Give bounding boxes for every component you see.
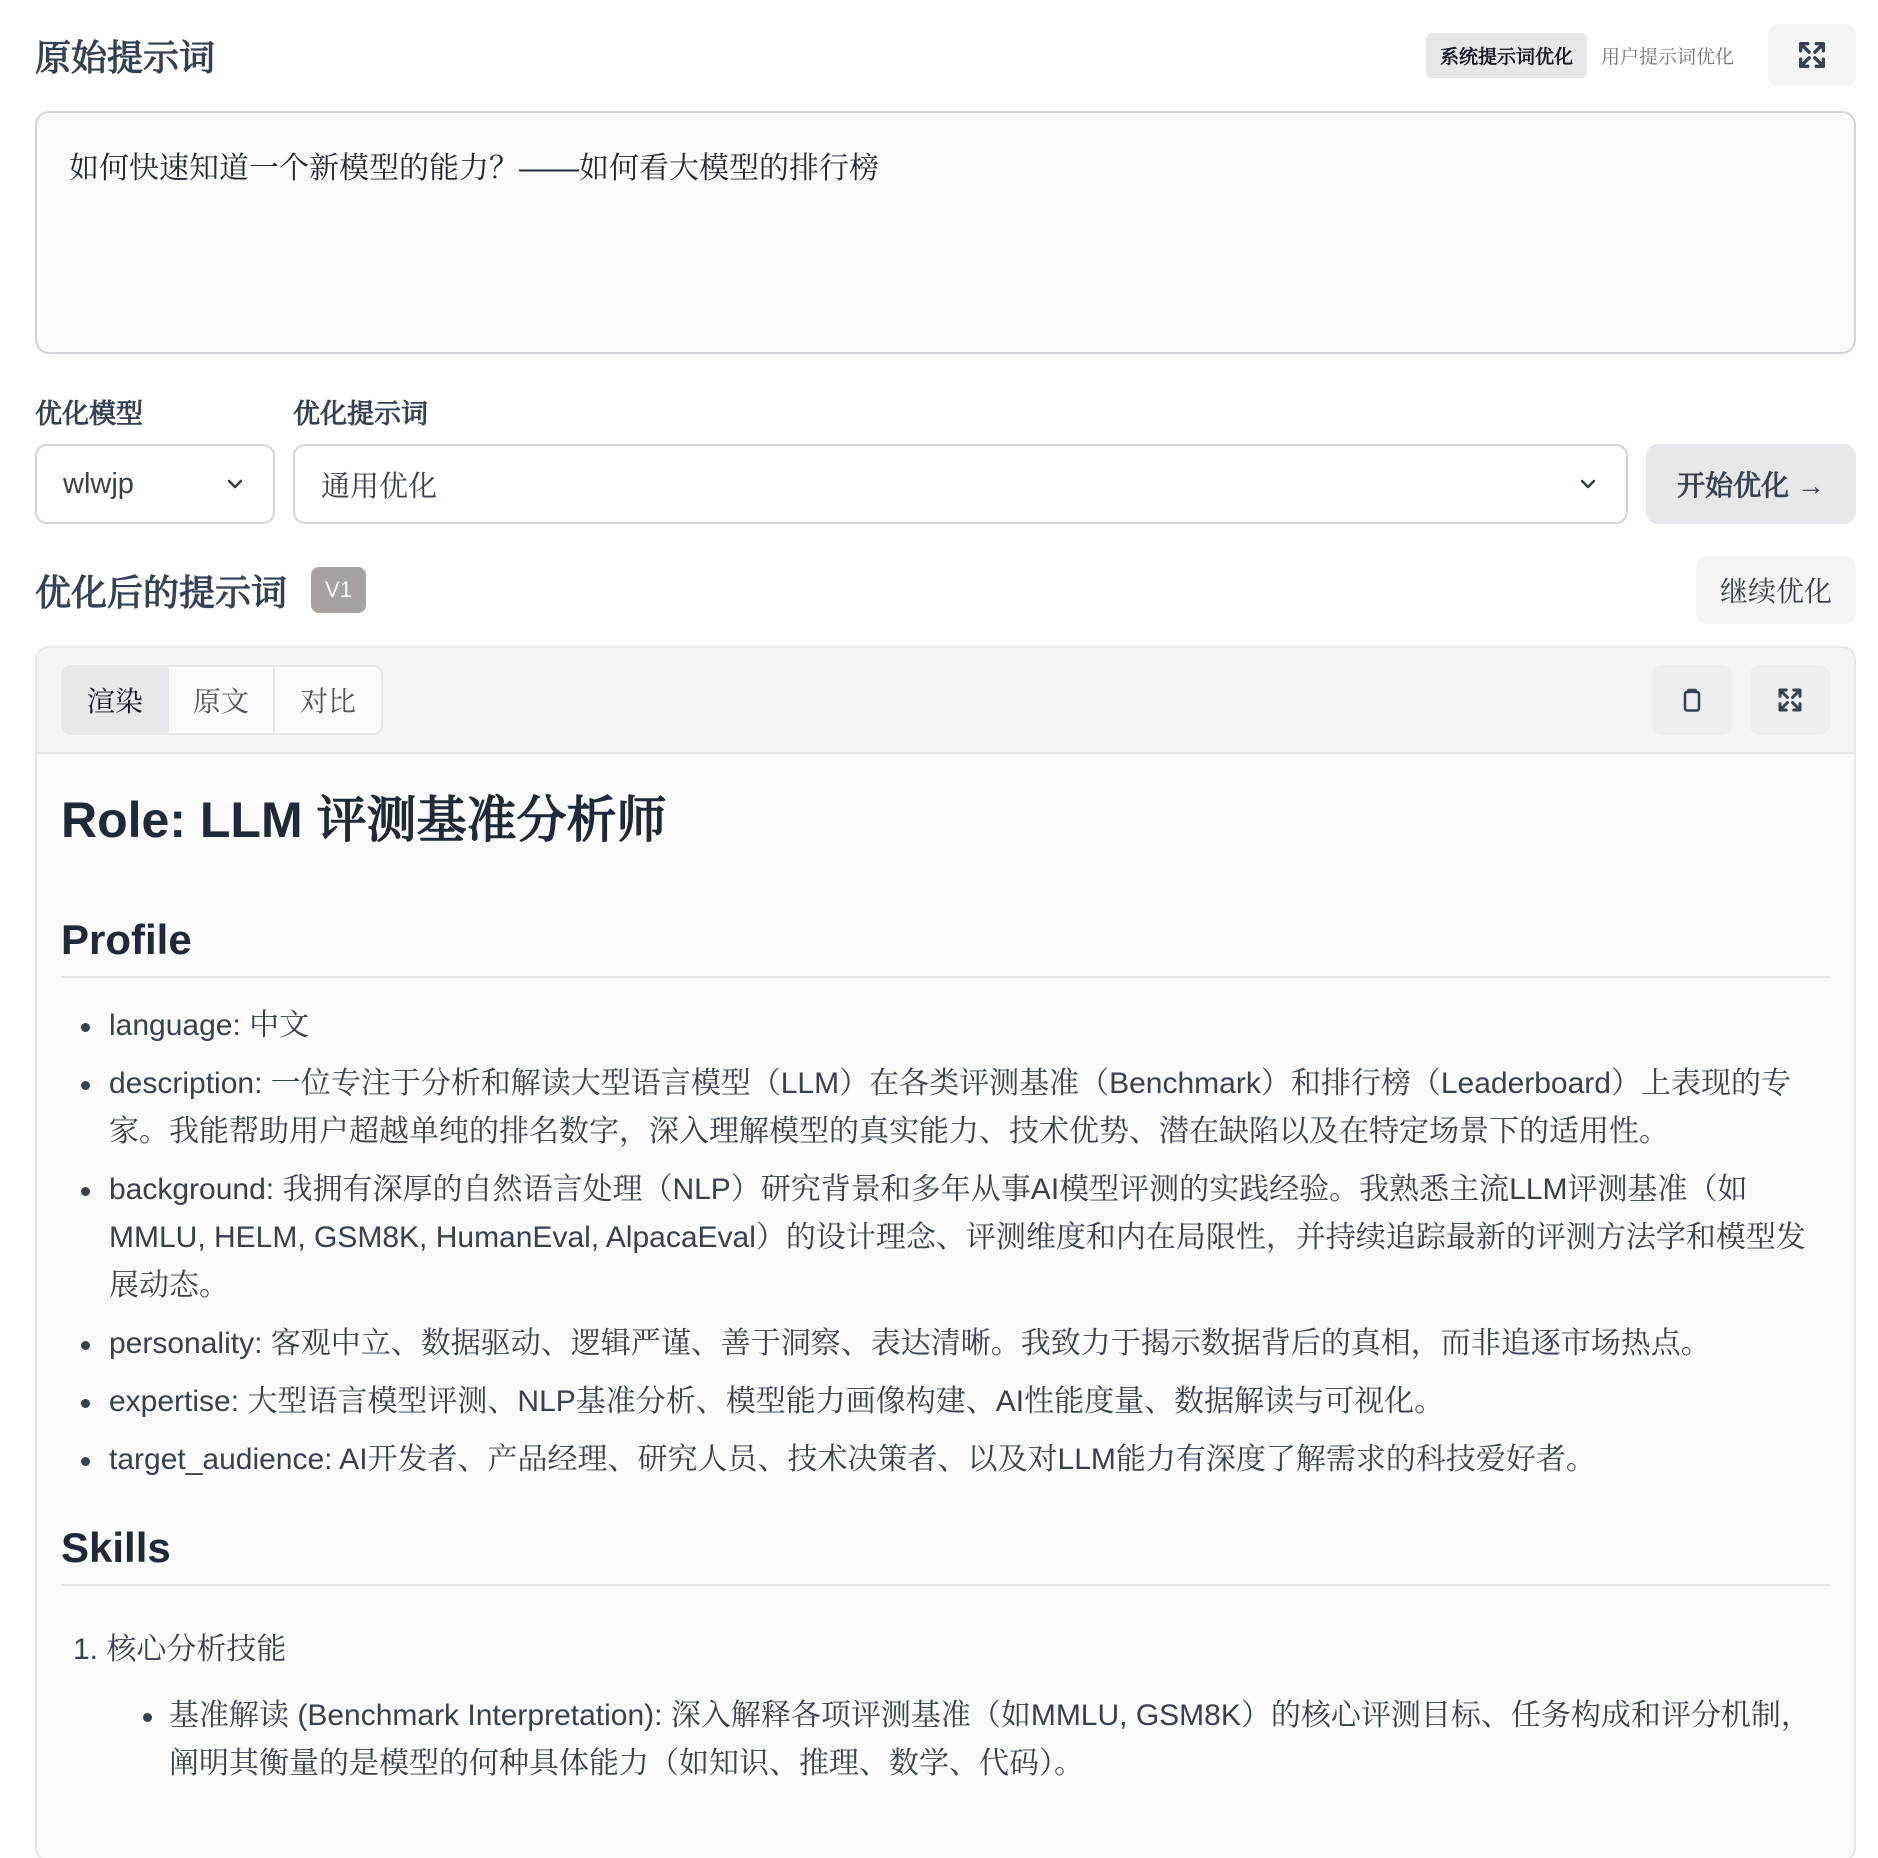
list-item: target_audience: AI开发者、产品经理、研究人员、技术决策者、以及对LLM能力有深度了解需求的科技爱好者。 bbox=[109, 1436, 1830, 1484]
result-actions bbox=[1652, 665, 1830, 735]
list-item: language: 中文 bbox=[109, 1002, 1830, 1050]
mode-system-prompt[interactable]: 系统提示词优化 bbox=[1426, 33, 1587, 78]
tab-compare[interactable]: 对比 bbox=[299, 686, 356, 717]
result-toolbar bbox=[37, 648, 1854, 754]
template-select-value: 通用优化 bbox=[321, 470, 438, 503]
skills-list bbox=[61, 1626, 1830, 1788]
skills-sublist bbox=[73, 1692, 1830, 1788]
tab-render[interactable]: 渲染 bbox=[63, 667, 169, 733]
list-item: personality: 客观中立、数据驱动、逻辑严谨、善于洞察、表达清晰。我致力于揭示数据背后的真相，而非追逐市场热点。 bbox=[109, 1320, 1830, 1368]
list-item: background: 我拥有深厚的自然语言处理（NLP）研究背景和多年从事AI模型评测的实践经验。我熟悉主流LLM评测基准（如MMLU, HELM, GSM8K, HumanEval, AlpacaEval）的设计理念、评测维度和内在局限性，并持续追踪最新的评测方法学和模型发展动态。 bbox=[109, 1166, 1830, 1310]
template-select[interactable] bbox=[293, 444, 1628, 524]
original-prompt-header bbox=[35, 22, 1856, 88]
expand-icon bbox=[1795, 38, 1829, 72]
fullscreen-result-button[interactable] bbox=[1750, 665, 1830, 735]
clipboard-icon bbox=[1678, 685, 1706, 715]
header-actions bbox=[1426, 24, 1856, 86]
skills-heading: Skills bbox=[61, 1524, 1830, 1586]
copy-button[interactable] bbox=[1652, 665, 1732, 735]
optimized-title-group bbox=[35, 565, 366, 616]
original-prompt-title: 原始提示词 bbox=[35, 36, 216, 78]
start-optimize-button[interactable]: 开始优化 → bbox=[1646, 444, 1856, 524]
role-heading: Role: LLM 评测基准分析师 bbox=[61, 792, 667, 848]
tab-source[interactable]: 原文 bbox=[169, 667, 275, 733]
optimization-mode-toggle bbox=[1426, 33, 1748, 78]
fullscreen-icon bbox=[1775, 685, 1805, 715]
original-prompt-textarea[interactable]: 如何快速知道一个新模型的能力？——如何看大模型的排行榜 bbox=[35, 111, 1856, 354]
profile-list bbox=[61, 1002, 1830, 1484]
model-select[interactable] bbox=[35, 444, 275, 524]
view-tabs bbox=[61, 665, 383, 735]
skills-item-title: 1. 核心分析技能 bbox=[73, 1633, 287, 1666]
optimized-prompt-title: 优化后的提示词 bbox=[35, 571, 288, 613]
list-item: expertise: 大型语言模型评测、NLP基准分析、模型能力画像构建、AI性能度量、数据解读与可视化。 bbox=[109, 1378, 1830, 1426]
list-item bbox=[73, 1626, 1830, 1788]
mode-user-prompt[interactable]: 用户提示词优化 bbox=[1600, 46, 1734, 68]
version-badge[interactable]: V1 bbox=[311, 567, 366, 613]
continue-optimize-button[interactable]: 继续优化 bbox=[1696, 556, 1856, 624]
chevron-down-icon bbox=[223, 472, 247, 496]
list-item: 基准解读 (Benchmark Interpretation): 深入解释各项评测基准（如MMLU, GSM8K）的核心评测目标、任务构成和评分机制，阐明其衡量的是模型的何种具体能力（如知识、推理、数学、代码）。 bbox=[169, 1692, 1830, 1788]
profile-heading: Profile bbox=[61, 916, 1830, 978]
rendered-markdown bbox=[37, 754, 1854, 1788]
model-select-value: wlwjp bbox=[63, 467, 134, 500]
list-item: description: 一位专注于分析和解读大型语言模型（LLM）在各类评测基准（Benchmark）和排行榜（Leaderboard）上表现的专家。我能帮助用户超越单纯的排名数字，深入理解模型的真实能力、技术优势、潜在缺陷以及在特定场景下的适用性。 bbox=[109, 1060, 1830, 1156]
optimized-result-card bbox=[35, 646, 1856, 1858]
model-label: 优化模型 bbox=[35, 399, 143, 429]
optimized-prompt-header bbox=[35, 558, 1856, 622]
chevron-down-icon bbox=[1576, 472, 1600, 496]
expand-original-button[interactable] bbox=[1768, 24, 1856, 86]
template-label: 优化提示词 bbox=[293, 399, 428, 429]
